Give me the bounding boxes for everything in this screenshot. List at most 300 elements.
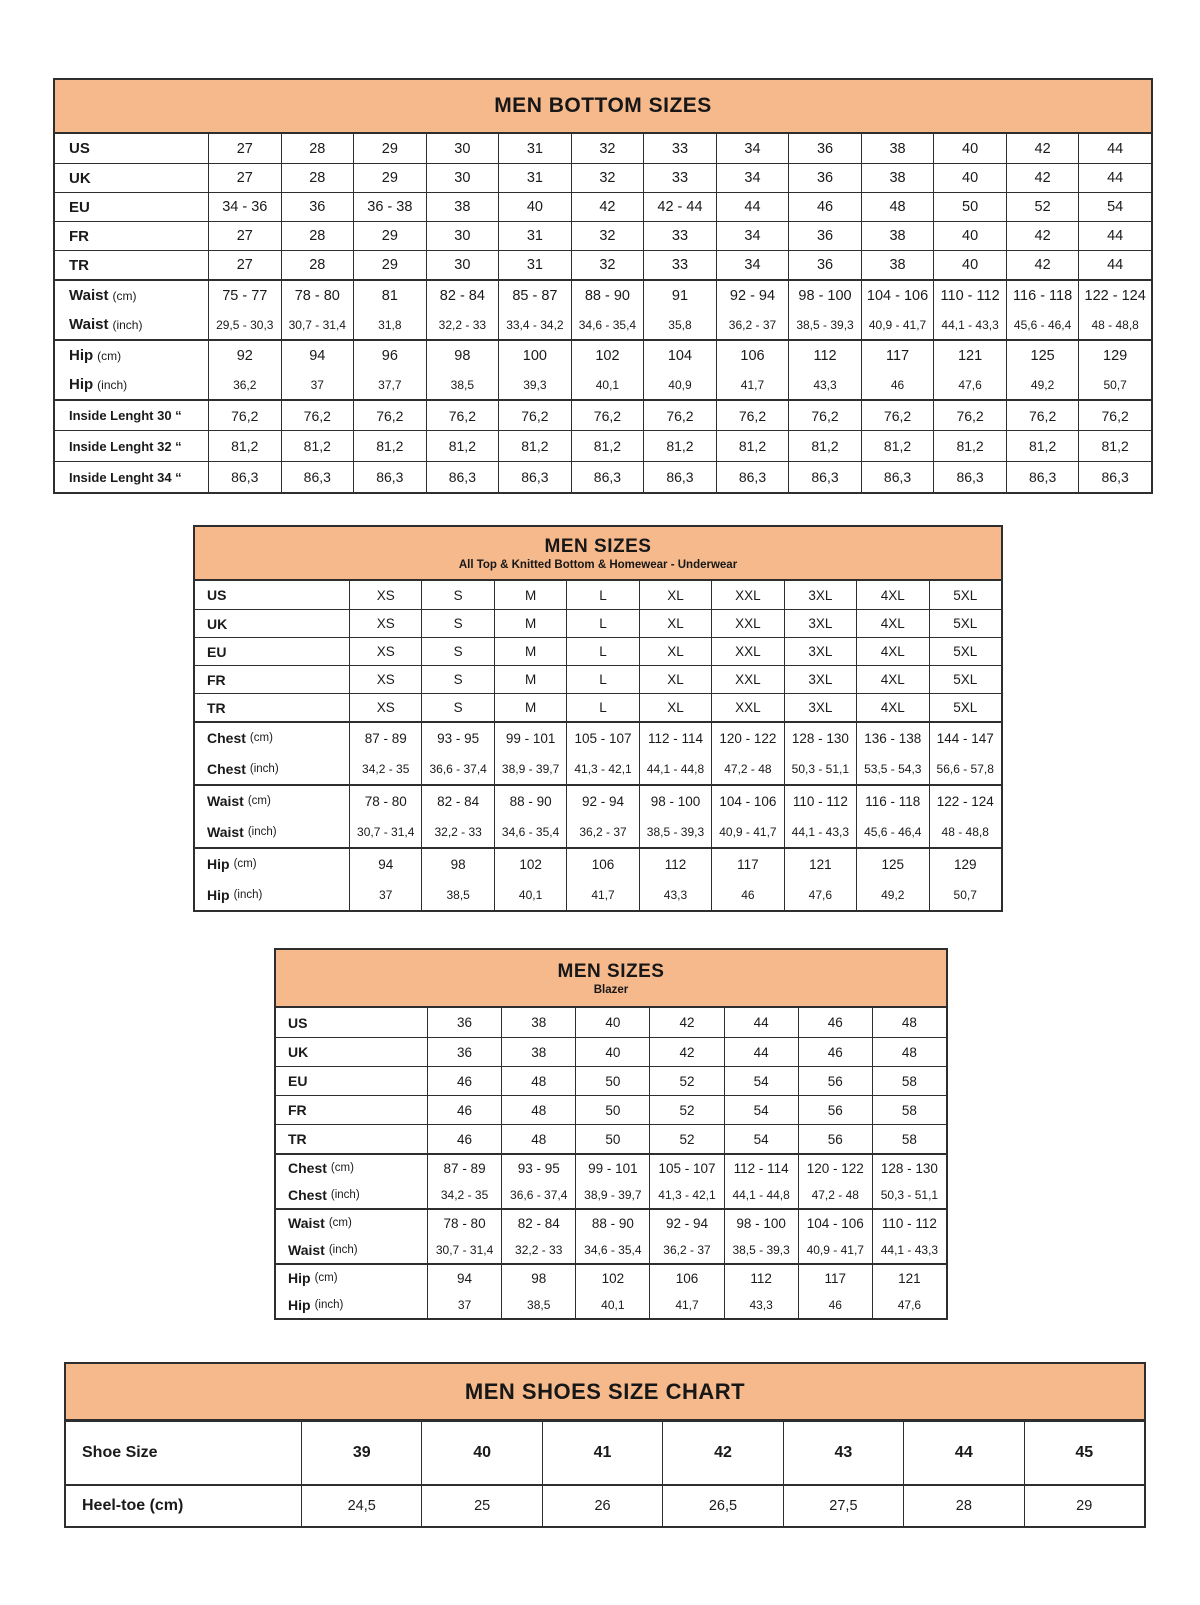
value-cell: 36,2 - 37 bbox=[650, 1236, 724, 1263]
table-row bbox=[195, 753, 1001, 784]
value-cell: L bbox=[567, 694, 639, 721]
table-row bbox=[195, 879, 1001, 910]
row-label: UK bbox=[276, 1038, 428, 1066]
value-cell: 36 bbox=[789, 164, 862, 192]
row-label-unit: (inch) bbox=[249, 762, 279, 775]
men-bottom-sizes-table bbox=[53, 78, 1153, 494]
value-cell: 128 - 130 bbox=[785, 723, 857, 753]
value-cell: 48 bbox=[502, 1096, 576, 1124]
value-cell: 120 - 122 bbox=[712, 723, 784, 753]
row-label-unit: (cm) bbox=[330, 1162, 354, 1174]
value-cell: 31 bbox=[499, 251, 572, 279]
value-cell: 44,1 - 44,8 bbox=[640, 753, 712, 784]
value-cell: 24,5 bbox=[302, 1486, 422, 1526]
value-cell: 28 bbox=[282, 251, 355, 279]
value-cell: 41,3 - 42,1 bbox=[650, 1181, 724, 1208]
value-cell: 40 bbox=[422, 1422, 542, 1484]
value-cell: 29 bbox=[354, 134, 427, 163]
value-cell: 44 bbox=[1107, 170, 1124, 186]
value-cell: 88 - 90 bbox=[572, 281, 645, 310]
value-cell: 76,2 bbox=[717, 401, 790, 430]
value-cell: 38,5 bbox=[427, 370, 500, 399]
value-cell: 40 bbox=[499, 193, 572, 221]
value-cell: 32 bbox=[572, 164, 645, 192]
value-cell: 45,6 - 46,4 bbox=[857, 816, 929, 847]
value-cell: 53,5 - 54,3 bbox=[857, 753, 929, 784]
table-title: MEN SIZES bbox=[544, 535, 652, 557]
row-label-unit: (cm) bbox=[314, 1272, 338, 1284]
value-cell: 33 bbox=[644, 134, 717, 163]
value-cell: 86,3 bbox=[934, 462, 1007, 492]
value-cell: 38 bbox=[427, 193, 500, 221]
value-cell: 58 bbox=[901, 1073, 917, 1089]
value-cell: 76,2 bbox=[209, 401, 282, 430]
value-cell: 40,9 - 41,7 bbox=[862, 310, 935, 339]
table-body bbox=[276, 1008, 946, 1318]
row-label-unit: (inch) bbox=[328, 1243, 358, 1256]
row-label: Inside Lenght 34 “ bbox=[55, 462, 209, 492]
value-cell: 46 bbox=[799, 1008, 873, 1037]
value-cell: 41,7 bbox=[567, 879, 639, 910]
value-cell: 34,2 - 35 bbox=[350, 753, 422, 784]
value-cell: 56,6 - 57,8 bbox=[936, 761, 994, 776]
row-label-unit: (cm) bbox=[112, 288, 137, 303]
table-row bbox=[55, 310, 1151, 339]
value-cell: 48 - 48,8 bbox=[1091, 317, 1139, 332]
value-cell: 93 - 95 bbox=[422, 723, 494, 753]
value-cell: 125 bbox=[1007, 341, 1080, 370]
value-cell: 4XL bbox=[857, 638, 929, 665]
value-cell: 27 bbox=[209, 222, 282, 250]
value-cell: 81,2 bbox=[1007, 431, 1080, 461]
value-cell: 86,3 bbox=[1101, 469, 1129, 485]
value-cell: 54 bbox=[725, 1125, 799, 1153]
value-cell: 36 bbox=[789, 251, 862, 279]
value-cell: 47,6 bbox=[897, 1297, 922, 1312]
table-row bbox=[55, 221, 1151, 250]
value-cell: 46 bbox=[799, 1038, 873, 1066]
value-cell: 48 bbox=[901, 1015, 917, 1030]
value-cell: 46 bbox=[712, 879, 784, 910]
value-cell: 46 bbox=[428, 1067, 502, 1095]
row-label-unit: (cm) bbox=[97, 348, 122, 363]
value-cell: 38 bbox=[862, 164, 935, 192]
table-row bbox=[195, 581, 1001, 609]
table-row bbox=[276, 1263, 946, 1291]
value-cell: 86,3 bbox=[499, 462, 572, 492]
value-cell: M bbox=[495, 638, 567, 665]
value-cell: 121 bbox=[934, 341, 1007, 370]
value-cell: 112 bbox=[789, 341, 862, 370]
row-label-unit: (cm) bbox=[233, 858, 257, 870]
value-cell: M bbox=[495, 666, 567, 693]
value-cell: 38,5 - 39,3 bbox=[789, 310, 862, 339]
value-cell: 81,2 bbox=[789, 431, 862, 461]
value-cell: 42 bbox=[663, 1422, 783, 1484]
row-label: FR bbox=[55, 222, 209, 250]
value-cell: 47,2 - 48 bbox=[712, 753, 784, 784]
value-cell: 42 bbox=[1007, 164, 1080, 192]
value-cell: 30 bbox=[427, 134, 500, 163]
value-cell: 40 bbox=[576, 1038, 650, 1066]
table-title: MEN BOTTOM SIZES bbox=[494, 94, 712, 117]
table-header bbox=[66, 1364, 1144, 1422]
value-cell: 42 bbox=[1007, 134, 1080, 163]
table-row bbox=[195, 665, 1001, 693]
value-cell: 86,3 bbox=[209, 462, 282, 492]
value-cell: 78 - 80 bbox=[282, 281, 355, 310]
row-label: US bbox=[276, 1008, 428, 1037]
value-cell: 104 - 106 bbox=[712, 786, 784, 816]
row-label: Hip (cm) bbox=[195, 849, 350, 879]
value-cell: XS bbox=[350, 694, 422, 721]
value-cell: 4XL bbox=[857, 610, 929, 637]
table-header bbox=[195, 527, 1001, 581]
row-label: Chest (inch) bbox=[276, 1181, 428, 1208]
value-cell: 4XL bbox=[857, 666, 929, 693]
value-cell: 98 - 100 bbox=[725, 1210, 799, 1236]
value-cell: 82 - 84 bbox=[427, 281, 500, 310]
table-row bbox=[276, 1291, 946, 1318]
value-cell: 31,8 bbox=[354, 310, 427, 339]
value-cell: 47,2 - 48 bbox=[799, 1181, 873, 1208]
value-cell: 39,3 bbox=[499, 370, 572, 399]
value-cell: 81,2 bbox=[499, 431, 572, 461]
row-label: Waist (cm) bbox=[55, 281, 209, 310]
value-cell: 44,1 - 43,3 bbox=[785, 816, 857, 847]
table-row bbox=[55, 134, 1151, 163]
row-label: FR bbox=[195, 666, 350, 693]
value-cell: 76,2 bbox=[282, 401, 355, 430]
value-cell: 34,6 - 35,4 bbox=[576, 1236, 650, 1263]
value-cell: 50,7 bbox=[1103, 377, 1127, 392]
table-body bbox=[55, 134, 1151, 492]
value-cell: 120 - 122 bbox=[799, 1155, 873, 1181]
value-cell: 102 bbox=[572, 341, 645, 370]
value-cell: 112 bbox=[640, 849, 712, 879]
value-cell: 33 bbox=[644, 222, 717, 250]
value-cell: 81,2 bbox=[209, 431, 282, 461]
value-cell: 50 bbox=[576, 1067, 650, 1095]
value-cell: 36 bbox=[428, 1008, 502, 1037]
value-cell: 98 bbox=[502, 1265, 576, 1291]
value-cell: 112 - 114 bbox=[725, 1155, 799, 1181]
value-cell: 36,6 - 37,4 bbox=[422, 753, 494, 784]
value-cell: 42 bbox=[572, 193, 645, 221]
value-cell: 36,2 - 37 bbox=[567, 816, 639, 847]
value-cell: 29,5 - 30,3 bbox=[209, 310, 282, 339]
row-label: Chest (cm) bbox=[195, 723, 350, 753]
value-cell: 46 bbox=[428, 1125, 502, 1153]
value-cell: 46 bbox=[428, 1096, 502, 1124]
row-label: Inside Lenght 30 “ bbox=[55, 401, 209, 430]
table-row bbox=[55, 461, 1151, 492]
value-cell: 38,5 - 39,3 bbox=[640, 816, 712, 847]
value-cell: 38,5 bbox=[422, 879, 494, 910]
value-cell: 98 - 100 bbox=[789, 281, 862, 310]
row-label: Hip (inch) bbox=[276, 1291, 428, 1318]
value-cell: 38,5 bbox=[502, 1291, 576, 1318]
value-cell: 112 bbox=[725, 1265, 799, 1291]
value-cell: 102 bbox=[495, 849, 567, 879]
value-cell: 40,1 bbox=[576, 1291, 650, 1318]
value-cell: 40,9 bbox=[644, 370, 717, 399]
value-cell: 117 bbox=[712, 849, 784, 879]
value-cell: 44,1 - 44,8 bbox=[725, 1181, 799, 1208]
value-cell: 76,2 bbox=[644, 401, 717, 430]
value-cell: L bbox=[567, 666, 639, 693]
row-label: US bbox=[195, 581, 350, 609]
value-cell: 42 bbox=[650, 1008, 724, 1037]
value-cell: 81,2 bbox=[427, 431, 500, 461]
value-cell: 44,1 - 43,3 bbox=[880, 1242, 939, 1257]
value-cell: 30,7 - 31,4 bbox=[350, 816, 422, 847]
value-cell: XS bbox=[350, 638, 422, 665]
value-cell: 44 bbox=[717, 193, 790, 221]
value-cell: XL bbox=[640, 610, 712, 637]
value-cell: 81,2 bbox=[644, 431, 717, 461]
value-cell: 125 bbox=[857, 849, 929, 879]
value-cell: 81 bbox=[354, 281, 427, 310]
value-cell: 42 bbox=[1007, 251, 1080, 279]
value-cell: 40,1 bbox=[572, 370, 645, 399]
value-cell: 46 bbox=[789, 193, 862, 221]
value-cell: XL bbox=[640, 666, 712, 693]
value-cell: 26 bbox=[543, 1486, 663, 1526]
value-cell: XL bbox=[640, 694, 712, 721]
value-cell: 28 bbox=[282, 222, 355, 250]
value-cell: 81,2 bbox=[354, 431, 427, 461]
value-cell: 5XL bbox=[953, 700, 978, 715]
value-cell: 76,2 bbox=[1007, 401, 1080, 430]
value-cell: S bbox=[422, 581, 494, 609]
value-cell: 96 bbox=[354, 341, 427, 370]
table-header bbox=[276, 950, 946, 1008]
row-label: TR bbox=[55, 251, 209, 279]
table-body bbox=[66, 1422, 1144, 1526]
value-cell: 34 bbox=[717, 134, 790, 163]
value-cell: 27 bbox=[209, 251, 282, 279]
value-cell: 94 bbox=[428, 1265, 502, 1291]
value-cell: 43,3 bbox=[789, 370, 862, 399]
row-label: Hip (inch) bbox=[55, 370, 209, 399]
value-cell: 5XL bbox=[953, 587, 978, 603]
value-cell: 94 bbox=[350, 849, 422, 879]
value-cell: 38,9 - 39,7 bbox=[495, 753, 567, 784]
value-cell: 29 bbox=[354, 222, 427, 250]
value-cell: 29 bbox=[1076, 1498, 1093, 1514]
value-cell: 32,2 - 33 bbox=[502, 1236, 576, 1263]
value-cell: 87 - 89 bbox=[350, 723, 422, 753]
value-cell: 29 bbox=[354, 164, 427, 192]
value-cell: 41,3 - 42,1 bbox=[567, 753, 639, 784]
value-cell: 78 - 80 bbox=[428, 1210, 502, 1236]
value-cell: 44 bbox=[1107, 257, 1124, 273]
value-cell: 36,6 - 37,4 bbox=[502, 1181, 576, 1208]
value-cell: 32 bbox=[572, 251, 645, 279]
value-cell: XL bbox=[640, 581, 712, 609]
value-cell: 28 bbox=[282, 164, 355, 192]
value-cell: 32 bbox=[572, 222, 645, 250]
value-cell: 50 bbox=[934, 193, 1007, 221]
value-cell: 104 - 106 bbox=[799, 1210, 873, 1236]
value-cell: 98 bbox=[422, 849, 494, 879]
value-cell: 105 - 107 bbox=[650, 1155, 724, 1181]
row-label: Waist (inch) bbox=[195, 816, 350, 847]
value-cell: 40 bbox=[934, 222, 1007, 250]
value-cell: 54 bbox=[725, 1096, 799, 1124]
table-row bbox=[55, 163, 1151, 192]
value-cell: 100 bbox=[499, 341, 572, 370]
row-label-unit: (inch) bbox=[97, 377, 128, 392]
value-cell: 30 bbox=[427, 164, 500, 192]
row-label-unit: (inch) bbox=[247, 825, 277, 838]
value-cell: 46 bbox=[799, 1291, 873, 1318]
value-cell: 41,7 bbox=[717, 370, 790, 399]
value-cell: 36,2 - 37 bbox=[717, 310, 790, 339]
row-label-unit: (inch) bbox=[233, 888, 263, 901]
row-label: Chest (inch) bbox=[195, 753, 350, 784]
value-cell: 92 - 94 bbox=[650, 1210, 724, 1236]
value-cell: L bbox=[567, 638, 639, 665]
value-cell: 37 bbox=[350, 879, 422, 910]
value-cell: 40 bbox=[934, 164, 1007, 192]
row-label: Hip (inch) bbox=[195, 879, 350, 910]
value-cell: 27 bbox=[209, 164, 282, 192]
value-cell: 3XL bbox=[785, 694, 857, 721]
value-cell: 122 - 124 bbox=[936, 793, 994, 809]
value-cell: 88 - 90 bbox=[576, 1210, 650, 1236]
value-cell: 50 bbox=[576, 1096, 650, 1124]
value-cell: 48 - 48,8 bbox=[941, 824, 989, 839]
value-cell: 129 bbox=[953, 856, 977, 872]
row-label-unit: (inch) bbox=[112, 317, 143, 332]
value-cell: XXL bbox=[712, 666, 784, 693]
row-label: Waist (inch) bbox=[55, 310, 209, 339]
value-cell: 81,2 bbox=[572, 431, 645, 461]
value-cell: 32,2 - 33 bbox=[427, 310, 500, 339]
value-cell: 43 bbox=[784, 1422, 904, 1484]
value-cell: 48 bbox=[901, 1044, 917, 1060]
value-cell: 76,2 bbox=[427, 401, 500, 430]
value-cell: 3XL bbox=[785, 581, 857, 609]
men-sizes-top-table bbox=[193, 525, 1003, 912]
row-label: Heel-toe (cm) bbox=[66, 1486, 302, 1526]
value-cell: 49,2 bbox=[857, 879, 929, 910]
value-cell: 26,5 bbox=[663, 1486, 783, 1526]
value-cell: 86,3 bbox=[427, 462, 500, 492]
row-label: FR bbox=[276, 1096, 428, 1124]
value-cell: 40,9 - 41,7 bbox=[799, 1236, 873, 1263]
table-row bbox=[55, 192, 1151, 221]
value-cell: 86,3 bbox=[572, 462, 645, 492]
value-cell: 82 - 84 bbox=[422, 786, 494, 816]
value-cell: 52 bbox=[650, 1067, 724, 1095]
row-label: Waist (cm) bbox=[195, 786, 350, 816]
row-label: Waist (cm) bbox=[276, 1210, 428, 1236]
table-subtitle: Blazer bbox=[593, 983, 629, 996]
value-cell: 81,2 bbox=[862, 431, 935, 461]
row-label: Hip (cm) bbox=[55, 341, 209, 370]
table-row bbox=[195, 721, 1001, 753]
row-label: EU bbox=[55, 193, 209, 221]
value-cell: 33 bbox=[644, 251, 717, 279]
value-cell: 88 - 90 bbox=[495, 786, 567, 816]
row-label: Hip (cm) bbox=[276, 1265, 428, 1291]
value-cell: 128 - 130 bbox=[880, 1160, 938, 1176]
value-cell: 48 bbox=[502, 1067, 576, 1095]
value-cell: 37 bbox=[282, 370, 355, 399]
value-cell: 44 bbox=[1107, 228, 1124, 244]
row-label: Waist (inch) bbox=[276, 1236, 428, 1263]
value-cell: 34 bbox=[717, 164, 790, 192]
table-row bbox=[55, 279, 1151, 310]
row-label: UK bbox=[195, 610, 350, 637]
value-cell: 50 bbox=[576, 1125, 650, 1153]
value-cell: 86,3 bbox=[644, 462, 717, 492]
value-cell: 4XL bbox=[857, 694, 929, 721]
value-cell: 3XL bbox=[785, 638, 857, 665]
value-cell: 40,9 - 41,7 bbox=[712, 816, 784, 847]
value-cell: 43,3 bbox=[640, 879, 712, 910]
value-cell: 91 bbox=[644, 281, 717, 310]
value-cell: S bbox=[422, 610, 494, 637]
value-cell: 52 bbox=[650, 1125, 724, 1153]
value-cell: 76,2 bbox=[789, 401, 862, 430]
value-cell: 52 bbox=[1007, 193, 1080, 221]
table-body bbox=[195, 581, 1001, 910]
table-row bbox=[55, 370, 1151, 399]
value-cell: XS bbox=[350, 610, 422, 637]
value-cell: 34,2 - 35 bbox=[428, 1181, 502, 1208]
value-cell: 30 bbox=[427, 222, 500, 250]
table-subtitle: All Top & Knitted Bottom & Homewear - Underwear bbox=[458, 558, 738, 571]
value-cell: 31 bbox=[499, 134, 572, 163]
value-cell: 40 bbox=[934, 134, 1007, 163]
row-label: US bbox=[55, 134, 209, 163]
value-cell: 56 bbox=[799, 1067, 873, 1095]
value-cell: 76,2 bbox=[572, 401, 645, 430]
value-cell: 102 bbox=[576, 1265, 650, 1291]
value-cell: 87 - 89 bbox=[428, 1155, 502, 1181]
table-row bbox=[276, 1008, 946, 1037]
value-cell: 81,2 bbox=[934, 431, 1007, 461]
row-label: Shoe Size bbox=[66, 1422, 302, 1484]
value-cell: 30 bbox=[427, 251, 500, 279]
value-cell: 76,2 bbox=[862, 401, 935, 430]
row-label: UK bbox=[55, 164, 209, 192]
value-cell: 33 bbox=[644, 164, 717, 192]
value-cell: 86,3 bbox=[354, 462, 427, 492]
value-cell: 45,6 - 46,4 bbox=[1007, 310, 1080, 339]
value-cell: 34 bbox=[717, 222, 790, 250]
value-cell: XL bbox=[640, 638, 712, 665]
value-cell: M bbox=[495, 610, 567, 637]
value-cell: 86,3 bbox=[1007, 462, 1080, 492]
value-cell: 81,2 bbox=[282, 431, 355, 461]
value-cell: 39 bbox=[302, 1422, 422, 1484]
value-cell: 25 bbox=[422, 1486, 542, 1526]
value-cell: 31 bbox=[499, 222, 572, 250]
value-cell: XS bbox=[350, 581, 422, 609]
value-cell: 93 - 95 bbox=[502, 1155, 576, 1181]
value-cell: 37,7 bbox=[354, 370, 427, 399]
value-cell: 34 - 36 bbox=[209, 193, 282, 221]
table-row bbox=[195, 784, 1001, 816]
value-cell: 43,3 bbox=[725, 1291, 799, 1318]
value-cell: 34,6 - 35,4 bbox=[495, 816, 567, 847]
value-cell: 85 - 87 bbox=[499, 281, 572, 310]
